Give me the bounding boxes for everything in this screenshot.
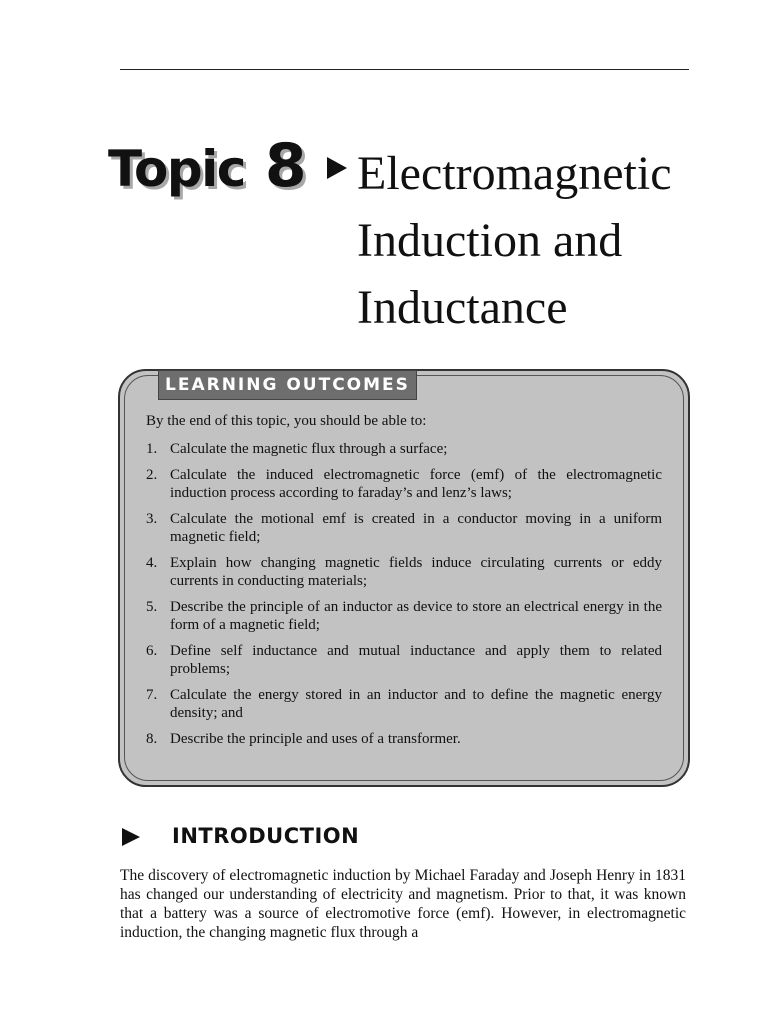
list-item-text: Define self inductance and mutual inductance and apply them to related problems;	[170, 643, 662, 677]
list-item	[146, 730, 662, 748]
list-item-text: Calculate the energy stored in an inductor and to define the magnetic energy density; and	[170, 687, 662, 721]
topic-word: Topic	[108, 140, 245, 198]
triangle-arrow-icon	[122, 828, 140, 846]
chapter-title-line: Electromagnetic	[357, 147, 672, 200]
chapter-title	[357, 140, 737, 341]
list-item-text: Calculate the induced electromagnetic force (emf) of the electromagnetic induction process according to faraday’s and lenz’s laws;	[170, 467, 662, 501]
list-item-number: 3.	[146, 511, 158, 527]
list-item-text: Calculate the motional emf is created in a conductor moving in a uniform magnetic field;	[170, 511, 662, 545]
list-item	[146, 466, 662, 502]
introduction-paragraph: The discovery of electromagnetic induction by Michael Faraday and Joseph Henry in 1831 has changed our understanding of electricity and magnetism. Prior to that, it was known that a battery was a source of electromotive force (emf). However, in electromagnetic induction, the changing magnetic flux through a	[120, 867, 686, 941]
list-item	[146, 598, 662, 634]
list-item-text: Describe the principle of an inductor as device to store an electrical energy in the form of a magnetic field;	[170, 599, 662, 633]
list-item-number: 6.	[146, 643, 158, 659]
list-item-number: 4.	[146, 555, 158, 571]
list-item	[146, 554, 662, 590]
learning-outcomes-heading: LEARNING OUTCOMES	[158, 370, 417, 400]
list-item-text: Explain how changing magnetic fields induce circulating currents or eddy currents in conducting materials;	[170, 555, 662, 589]
list-item	[146, 686, 662, 722]
learning-outcomes-box	[118, 369, 690, 787]
learning-outcomes-list	[146, 440, 662, 756]
triangle-arrow-icon	[327, 157, 347, 179]
header-rule	[120, 69, 689, 70]
list-item-number: 1.	[146, 441, 158, 457]
list-item	[146, 642, 662, 678]
introduction-heading: INTRODUCTION	[172, 824, 360, 848]
list-item-number: 5.	[146, 599, 158, 615]
list-item-text: Describe the principle and uses of a transformer.	[170, 731, 461, 747]
list-item-text: Calculate the magnetic flux through a surface;	[170, 441, 448, 457]
list-item	[146, 440, 662, 458]
topic-label	[108, 131, 306, 201]
topic-number: 8	[264, 131, 306, 201]
list-item	[146, 510, 662, 546]
list-item-number: 2.	[146, 467, 158, 483]
list-item-number: 7.	[146, 687, 158, 703]
list-item-number: 8.	[146, 731, 158, 747]
chapter-title-line: Induction and	[357, 214, 623, 267]
learning-outcomes-intro: By the end of this topic, you should be able to:	[146, 413, 427, 429]
chapter-title-line: Inductance	[357, 281, 568, 334]
